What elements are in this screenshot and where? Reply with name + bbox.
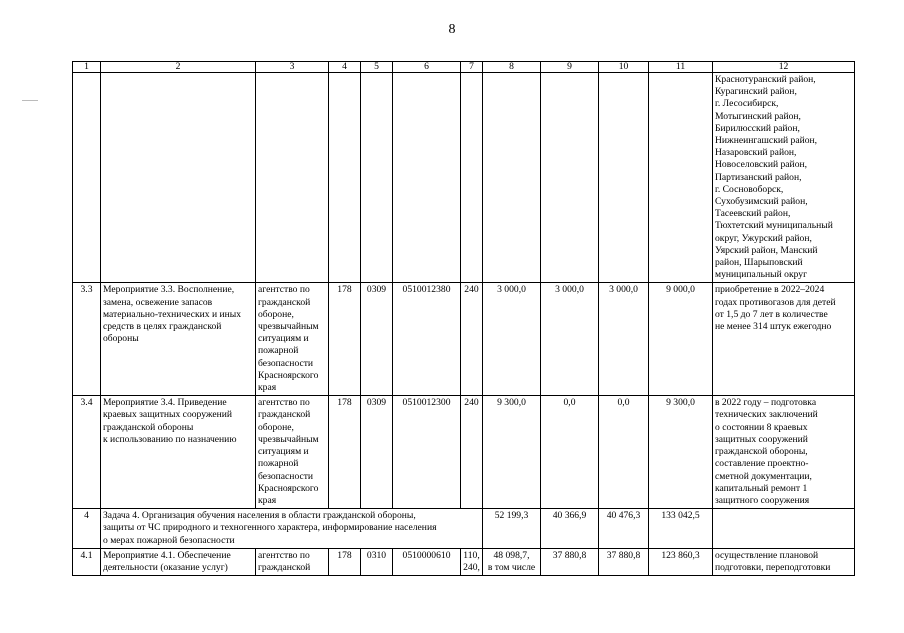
row-number: 4.1 bbox=[73, 548, 101, 575]
table-row bbox=[73, 396, 855, 509]
grbs-code: 178 bbox=[329, 396, 361, 509]
program-table bbox=[72, 61, 855, 576]
header-cell: 10 bbox=[599, 62, 649, 73]
expected-result: осуществление плановой подготовки, переподготовки bbox=[713, 548, 855, 575]
task-result bbox=[713, 509, 855, 549]
section-code: 0309 bbox=[361, 283, 393, 396]
target-article-code: 0510012300 bbox=[393, 396, 461, 509]
task-number: 4 bbox=[73, 509, 101, 549]
table-row bbox=[73, 548, 855, 575]
expense-type-code: 240 bbox=[461, 283, 483, 396]
amount-2024: 37 880,8 bbox=[599, 548, 649, 575]
page-number: 8 bbox=[448, 22, 456, 37]
header-row bbox=[73, 62, 855, 73]
amount-2024: 0,0 bbox=[599, 396, 649, 509]
amount-2022: 48 098,7, в том числе bbox=[483, 548, 541, 575]
grbs-code: 178 bbox=[329, 548, 361, 575]
amount-total: 9 300,0 bbox=[649, 396, 713, 509]
header-cell: 12 bbox=[713, 62, 855, 73]
amount-2023: 3 000,0 bbox=[541, 283, 599, 396]
header-cell: 4 bbox=[329, 62, 361, 73]
section-code: 0310 bbox=[361, 548, 393, 575]
row-number: 3.3 bbox=[73, 283, 101, 396]
task-description: Задача 4. Организация обучения населения в области гражданской обороны, защиты от ЧС природного и техногенного характера, информирование населения о мерах пожарной безопасности bbox=[101, 509, 483, 549]
amount-2023: 37 880,8 bbox=[541, 548, 599, 575]
header-cell: 2 bbox=[101, 62, 256, 73]
header-cell: 6 bbox=[393, 62, 461, 73]
executor: агентство по гражданской bbox=[256, 548, 329, 575]
header-cell: 7 bbox=[461, 62, 483, 73]
amount-2024: 3 000,0 bbox=[599, 283, 649, 396]
expected-result: в 2022 году – подготовка технических заключений о состоянии 8 краевых защитных сооружений гражданской обороны, составление проектно- сметной документации, капитальный ремонт 1 защитного сооружения bbox=[713, 396, 855, 509]
amount-total: 9 000,0 bbox=[649, 283, 713, 396]
amount-2022: 3 000,0 bbox=[483, 283, 541, 396]
target-article-code: 0510000610 bbox=[393, 548, 461, 575]
amount-2022: 9 300,0 bbox=[483, 396, 541, 509]
row-number: 3.4 bbox=[73, 396, 101, 509]
header-cell: 1 bbox=[73, 62, 101, 73]
expense-type-code: 240 bbox=[461, 396, 483, 509]
header-cell: 9 bbox=[541, 62, 599, 73]
target-article-code: 0510012380 bbox=[393, 283, 461, 396]
expected-result: приобретение в 2022–2024 годах противогазов для детей от 1,5 до 7 лет в количестве не менее 314 штук ежегодно bbox=[713, 283, 855, 396]
task-row bbox=[73, 509, 855, 549]
expense-type-code: 110, 240, bbox=[461, 548, 483, 575]
task-amount-2024: 40 476,3 bbox=[599, 509, 649, 549]
section-code: 0309 bbox=[361, 396, 393, 509]
header-cell: 11 bbox=[649, 62, 713, 73]
measure-name: Мероприятие 4.1. Обеспечение деятельности (оказание услуг) bbox=[101, 548, 256, 575]
amount-total: 123 860,3 bbox=[649, 548, 713, 575]
table-row bbox=[73, 283, 855, 396]
task-amount-total: 133 042,5 bbox=[649, 509, 713, 549]
scan-artifact bbox=[22, 100, 38, 101]
measure-name: Мероприятие 3.4. Приведение краевых защитных сооружений гражданской обороны к использованию по назначению bbox=[101, 396, 256, 509]
measure-name: Мероприятие 3.3. Восполнение, замена, освежение запасов материально-технических и иных средств в целях гражданской обороны bbox=[101, 283, 256, 396]
continued-row bbox=[73, 73, 855, 283]
districts-list: Краснотуранский район, Курагинский район, г. Лесосибирск, Мотыгинский район, Бирилюсский район, Нижнеингашский район, Назаровский район, Новоселовский район, Партизанский район, г. Сосновоборск, Сухобузимский район, Тасеевский район, Тюхтетский муниципальный округ, Ужурский район, Уярский район, Манский район, Шарыповский муниципальный округ bbox=[713, 73, 855, 283]
executor: агентство по гражданской обороне, чрезвычайным ситуациям и пожарной безопасности Красноярского края bbox=[256, 396, 329, 509]
header-cell: 5 bbox=[361, 62, 393, 73]
task-amount-2023: 40 366,9 bbox=[541, 509, 599, 549]
header-cell: 3 bbox=[256, 62, 329, 73]
header-cell: 8 bbox=[483, 62, 541, 73]
amount-2023: 0,0 bbox=[541, 396, 599, 509]
grbs-code: 178 bbox=[329, 283, 361, 396]
executor: агентство по гражданской обороне, чрезвычайным ситуациям и пожарной безопасности Красноярского края bbox=[256, 283, 329, 396]
task-amount-2022: 52 199,3 bbox=[483, 509, 541, 549]
